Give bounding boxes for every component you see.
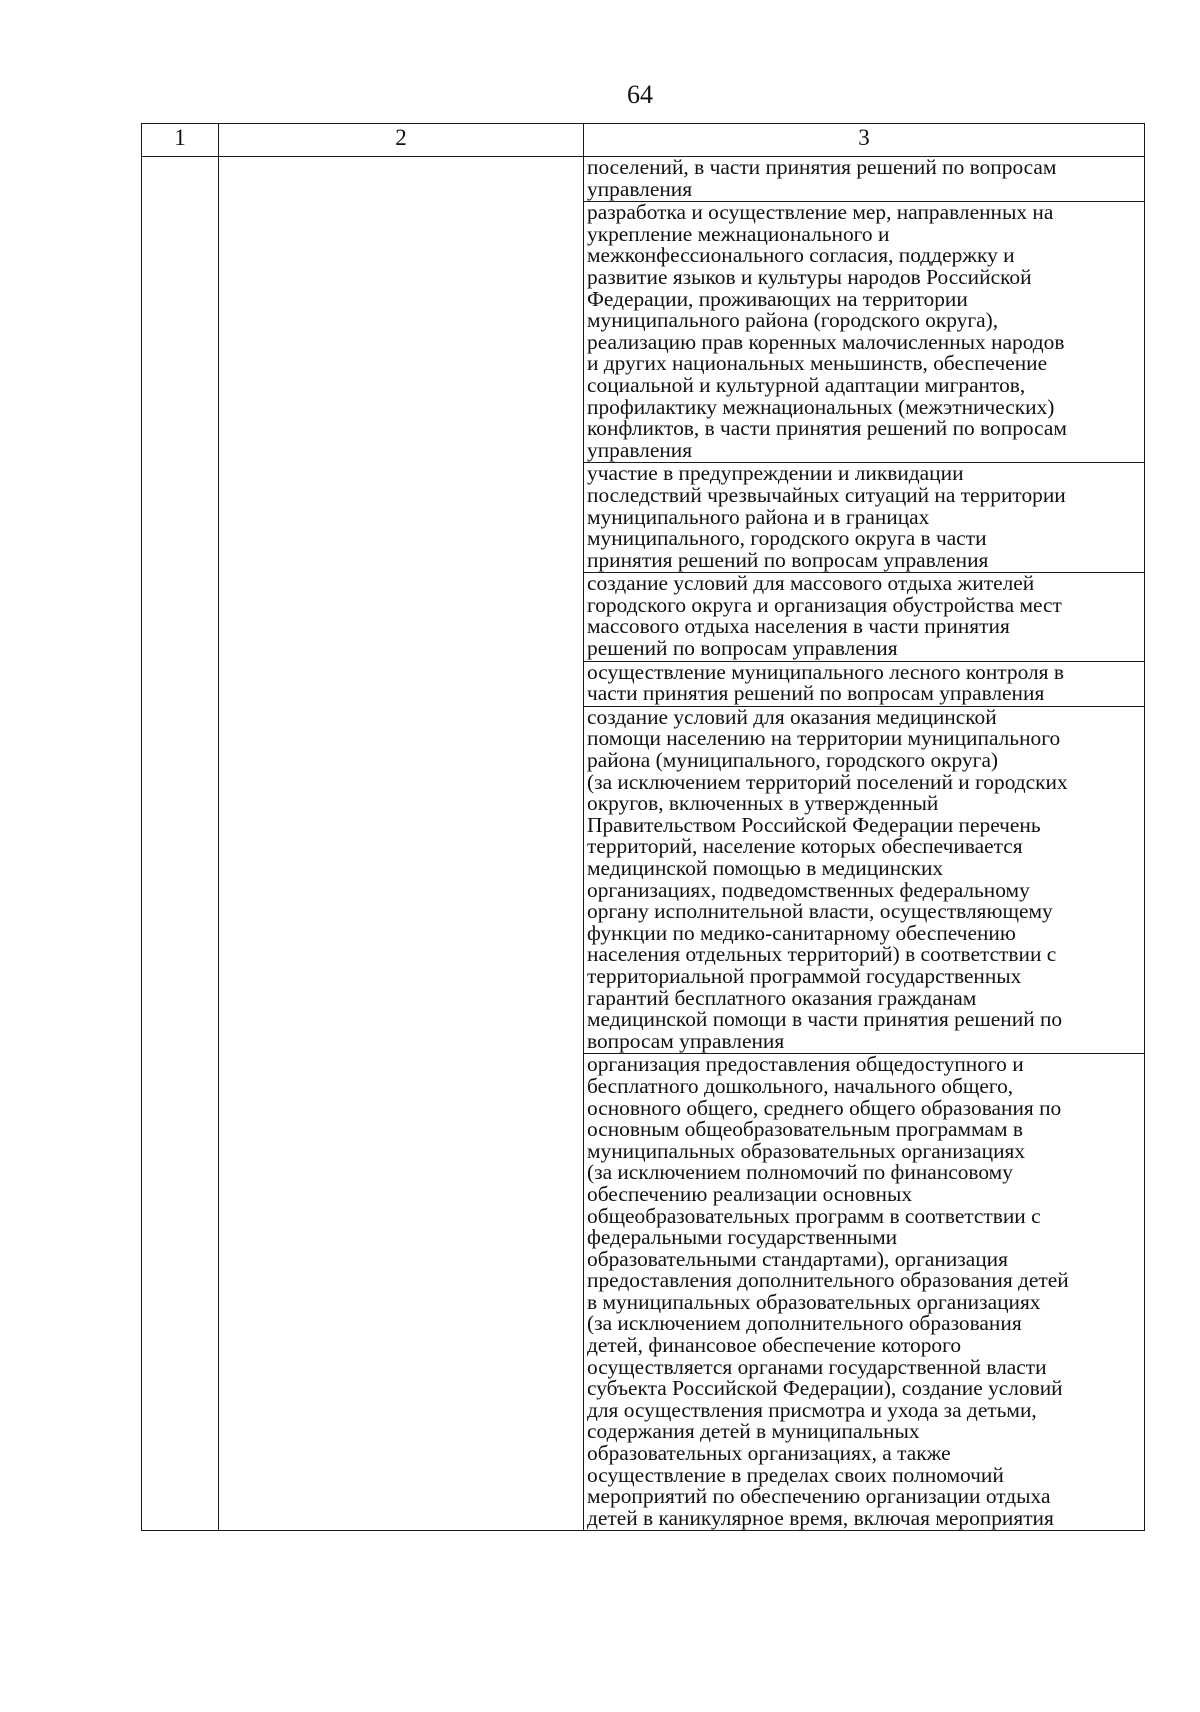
text-line: органу исполнительной власти, осуществляющему [587, 899, 1053, 924]
text-line: укрепление межнационального и [587, 221, 890, 246]
text-line: осуществляется органами государственной власти [587, 1354, 1047, 1379]
text-line: обеспечению реализации основных [587, 1181, 913, 1206]
text-line: управления [587, 176, 693, 201]
table-header-row [142, 124, 1145, 157]
page-number: 64 [627, 80, 653, 109]
column-header-2: 2 [219, 124, 584, 157]
text-line: (за исключением дополнительного образования [587, 1311, 1022, 1336]
text-line: функции по медико-санитарному обеспечению [587, 920, 1016, 945]
text-line: федеральными государственными [587, 1225, 898, 1250]
text-line: организация предоставления общедоступного и [587, 1052, 1024, 1077]
column-1-cell [142, 157, 219, 1531]
text-line: медицинской помощи в части принятия решений по [587, 1007, 1063, 1032]
text-line: в муниципальных образовательных организациях [587, 1289, 1041, 1314]
text-line: решений по вопросам управления [587, 636, 898, 661]
text-line: принятия решений по вопросам управления [587, 547, 989, 572]
text-line: создание условий для оказания медицинской [587, 704, 997, 729]
text-line: образовательных организациях, а также [587, 1441, 951, 1466]
column-3-cell [584, 202, 1145, 463]
text-line: (за исключением полномочий по финансовому [587, 1160, 1013, 1185]
text-line: поселений, в части принятия решений по вопросам [587, 155, 1057, 179]
text-line: и других национальных меньшинств, обеспечение [587, 351, 1048, 376]
text-line: общеобразовательных программ в соответствии с [587, 1203, 1041, 1228]
power-description [584, 202, 1144, 462]
text-line: (за исключением территорий поселений и городских [587, 769, 1068, 794]
text-line: помощи населению на территории муниципального [587, 726, 1061, 751]
text-line: образовательными стандартами), организация [587, 1246, 1008, 1271]
text-line: района (муниципального, городского округа) [587, 748, 999, 773]
column-3-cell [584, 463, 1145, 573]
text-line: Федерации, проживающих на территории [587, 286, 968, 311]
text-line: муниципальных образовательных организациях [587, 1138, 1026, 1163]
text-line: детей, финансовое обеспечение которого [587, 1333, 962, 1358]
text-line: предоставления дополнительного образования детей [587, 1268, 1069, 1293]
text-line: осуществление в пределах своих полномочий [587, 1462, 1004, 1487]
text-line: субъекта Российской Федерации), создание условий [587, 1376, 1063, 1401]
text-line: муниципального района и в границах [587, 504, 930, 529]
text-line: реализацию прав коренных малочисленных народов [587, 329, 1065, 354]
text-line: детей в каникулярное время, включая мероприятия [587, 1505, 1054, 1530]
text-line: населения отдельных территорий) в соответствии с [587, 942, 1057, 967]
text-line: территориальной программой государственных [587, 963, 1022, 988]
text-line: городского округа и организация обустройства мест [587, 592, 1062, 617]
text-line: части принятия решений по вопросам управления [587, 681, 1045, 706]
text-line: бесплатного дошкольного, начального общего, [587, 1073, 1014, 1098]
text-line: социальной и культурной адаптации мигрантов, [587, 372, 1026, 397]
text-line: для осуществления присмотра и ухода за детьми, [587, 1397, 1037, 1422]
text-line: гарантий бесплатного оказания гражданам [587, 985, 977, 1010]
text-line: мероприятий по обеспечению организации отдыха [587, 1484, 1051, 1509]
table-row [142, 157, 1145, 202]
column-2-cell [219, 157, 584, 1531]
text-line: последствий чрезвычайных ситуаций на территории [587, 482, 1066, 507]
power-description [584, 704, 1144, 1054]
text-line: осуществление муниципального лесного контроля в [587, 659, 1064, 684]
text-line: территорий, население которых обеспечивается [587, 834, 1023, 859]
power-description [584, 659, 1144, 706]
text-line: разработка и осуществление мер, направленных на [587, 200, 1054, 225]
text-line: развитие языков и культуры народов Российской [587, 264, 1032, 289]
column-3-cell [584, 706, 1145, 1054]
text-line: управления [587, 437, 693, 462]
text-line: массового отдыха населения в части принятия [587, 614, 1010, 639]
column-3-cell [584, 661, 1145, 706]
column-3-cell [584, 573, 1145, 661]
powers-table [141, 123, 1145, 1531]
text-line: основным общеобразовательным программам в [587, 1117, 1023, 1142]
text-line: муниципального района (городского округа), [587, 308, 999, 333]
text-line: организациях, подведомственных федеральному [587, 877, 1030, 902]
text-line: Правительством Российской Федерации перечень [587, 812, 1041, 837]
column-3-cell [584, 157, 1145, 202]
text-line: вопросам управления [587, 1028, 785, 1053]
text-line: профилактику межнациональных (межэтнических) [587, 394, 1055, 419]
text-line: участие в предупреждении и ликвидации [587, 461, 964, 486]
text-line: создание условий для массового отдыха жителей [587, 571, 1035, 596]
power-description [584, 1054, 1144, 1530]
text-line: округов, включенных в утвержденный [587, 791, 939, 816]
column-3-cell [584, 1054, 1145, 1531]
text-line: основного общего, среднего общего образования по [587, 1095, 1062, 1120]
power-description [584, 157, 1144, 201]
text-line: медицинской помощью в медицинских [587, 856, 944, 880]
text-line: конфликтов, в части принятия решений по вопросам [587, 416, 1067, 441]
column-header-3: 3 [584, 124, 1145, 157]
power-description [584, 463, 1144, 572]
column-header-1: 1 [142, 124, 219, 157]
text-line: содержания детей в муниципальных [587, 1419, 920, 1444]
text-line: муниципального, городского округа в части [587, 526, 987, 551]
text-line: межконфессионального согласия, поддержку и [587, 243, 1015, 268]
power-description [584, 573, 1144, 660]
